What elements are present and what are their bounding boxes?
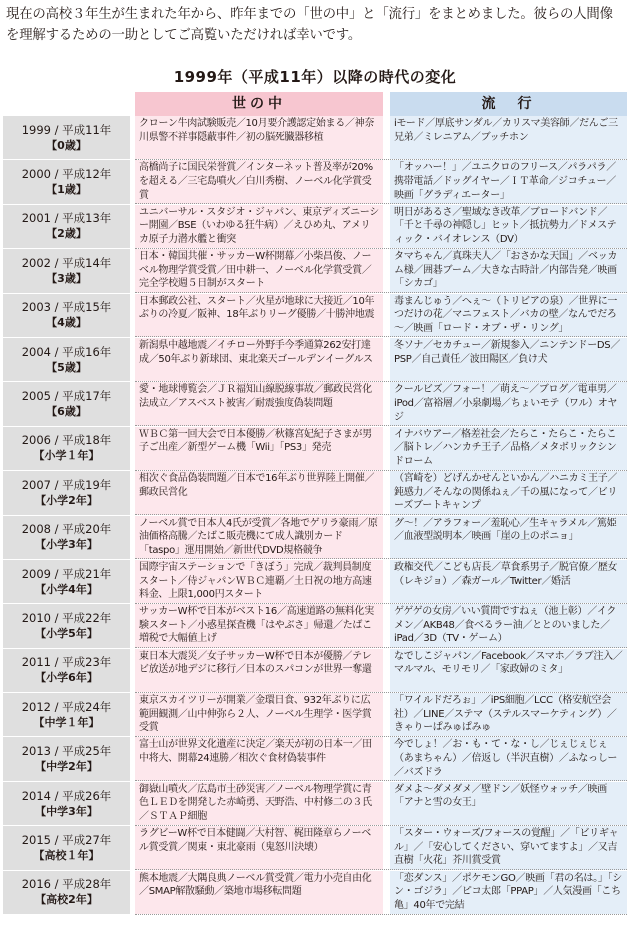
- world-events-cell: 相次ぐ食品偽装問題／日本で16年ぶり世界陸上開催／郵政民営化: [135, 471, 383, 514]
- table-row: [3, 560, 627, 604]
- trends-cell: 毒まんじゅう／へぇ～（トリビアの泉）／世界に一つだけの花／マニフェスト／バカの壁／なんでだろ～／映画「ロード・オブ・ザ・リング」: [390, 294, 627, 337]
- table-row: [3, 427, 627, 471]
- year-cell: [3, 604, 130, 647]
- age-label: 【2歳】: [46, 227, 87, 241]
- age-label: 【0歳】: [46, 138, 87, 152]
- year-label: 2014 / 平成26年: [21, 788, 112, 803]
- trends-cell: 「スター・ウォーズ/フォースの覚醒」／「ビリギャル」／「安心してください、穿いてますよ」／又吉直樹「火花」芥川賞受賞: [390, 826, 627, 869]
- year-label: 2005 / 平成17年: [21, 389, 112, 404]
- trends-cell: 政権交代／こども店長／草食系男子／脱官僚／歴女（レキジョ）／森ガール／Twitter／婚活: [390, 560, 627, 603]
- trends-cell: ゲゲゲの女房／いい質問ですねぇ（池上彰）／イクメン／AKB48／食べるラー油／ととのいました／iPad／3D（TV・ゲーム）: [390, 604, 627, 647]
- year-cell: [3, 471, 130, 514]
- trends-cell: イナバウアー／格差社会／たらこ・たらこ・たらこ／脳トレ／ハンカチ王子／品格／メタボリックシンドローム: [390, 427, 627, 470]
- age-label: 【1歳】: [46, 183, 87, 197]
- table-row: [3, 604, 627, 648]
- trends-cell: 今でしょ！／お・も・て・な・し／じぇじぇじぇ（あまちゃん）／倍返し（半沢直樹）／ふなっしー／バズドラ: [390, 737, 627, 780]
- age-label: 【6歳】: [46, 405, 87, 419]
- year-label: 2003 / 平成15年: [21, 300, 112, 315]
- world-events-cell: ラグビーW杯で日本健闘／大村智、梶田隆章らノーベル賞受賞／関東・東北豪雨（鬼怒川決壊）: [135, 826, 383, 869]
- age-label: 【4歳】: [46, 316, 87, 330]
- year-cell: [3, 826, 130, 869]
- world-events-cell: 国際宇宙ステーションで「きぼう」完成／裁判員制度スタート／侍ジャパンＷＢＣ連覇／土日祝の地方高速料金、上限1,000円スタート: [135, 560, 383, 603]
- table-row: [3, 382, 627, 426]
- age-label: 【高校１年】: [33, 848, 100, 862]
- year-label: 2016 / 平成28年: [21, 877, 112, 892]
- age-label: 【小学5年】: [35, 626, 98, 640]
- age-label: 【中学3年】: [35, 804, 98, 818]
- year-label: 2006 / 平成18年: [21, 433, 112, 448]
- world-events-cell: 高橋尚子に国民栄誉賞／インターネット普及率が20%を超える／三宅島噴火／白川秀樹、ノーベル化学賞受賞: [135, 160, 383, 203]
- world-events-cell: ＷＢＣ第一回大会で日本優勝／秋篠宮妃紀子さまが男子ご出産／新型ゲーム機「Wii」「PS3」発売: [135, 427, 383, 470]
- trends-cell: （宮崎を）どげんかせんといかん／ハニカミ王子／鈍感力／そんなの関係ねぇ／千の風になって／ビリーズブートキャンプ: [390, 471, 627, 514]
- year-label: 1999 / 平成11年: [21, 122, 112, 137]
- world-events-cell: 愛・地球博覧会／ＪＲ福知山線脱線事故／郵政民営化法成立／アスベスト被害／耐震強度偽装問題: [135, 382, 383, 425]
- intro-text: 現在の高校３年生が生まれた年から、昨年までの「世の中」と「流行」をまとめました。彼らの人間像を理解するための一助としてご高覧いただければ幸いです。: [6, 7, 613, 43]
- trends-cell: 「ワイルドだろぉ」／iPS細胞／LCC（格安航空会社）／LINE／ステマ（ステルスマーケティング）／きゃりーぱみゅぱみゅ: [390, 693, 627, 736]
- table-row: [3, 871, 627, 915]
- year-label: 2001 / 平成13年: [21, 211, 112, 226]
- year-label: 2013 / 平成25年: [21, 744, 112, 759]
- world-events-cell: ノーベル賞で日本人4氏が受賞／各地でゲリラ豪雨／原油価格高騰／たばこ販売機にて成人識別カード「taspo」運用開始／新世代DVD規格競争: [135, 516, 383, 559]
- world-events-cell: 御嶽山噴火／広島市土砂災害／ノーベル物理学賞に青色ＬＥＤを開発した赤崎勇、天野浩、中村修二の３氏／ＳＴＡＰ細胞: [135, 782, 383, 825]
- trends-cell: ダメよ～ダメダメ／壁ドン／妖怪ウォッチ／映画「アナと雪の女王」: [390, 782, 627, 825]
- trends-cell: クールビズ／フォー！／萌え～／ブログ／電車男／iPod／富裕層／小泉劇場／ちょいモテ（ワル）オヤジ: [390, 382, 627, 425]
- table-body: [3, 116, 627, 915]
- age-label: 【中学１年】: [33, 715, 100, 729]
- year-label: 2002 / 平成14年: [21, 255, 112, 270]
- world-events-cell: 新潟県中越地震／イチロー外野手今季通算262安打達成／50年ぶり新球団、東北楽天ゴールデンイーグルス: [135, 338, 383, 381]
- column-header-trend: 流 行: [390, 92, 627, 116]
- trends-cell: タマちゃん／真珠夫人／「おさかな天国」／ベッカム様／囲碁ブーム／大きな古時計／内部告発／映画「シカゴ」: [390, 249, 627, 292]
- year-cell: [3, 516, 130, 559]
- year-cell: [3, 338, 130, 381]
- table-row: [3, 249, 627, 293]
- trends-cell: 冬ソナ／セカチュー／新規参入／ニンテンドーDS／PSP／自己責任／波田陽区／負け犬: [390, 338, 627, 381]
- trends-cell: グ～！／アラフォー／羞恥心／生キャラメル／篤姫／血液型説明本／映画「崖の上のポニョ」: [390, 516, 627, 559]
- world-events-cell: サッカーW杯で日本がベスト16／高速道路の無料化実験スタート／小惑星探査機「はやぶさ」帰還／たばこ増税で大幅値上げ: [135, 604, 383, 647]
- year-cell: [3, 205, 130, 248]
- table-row: [3, 116, 627, 160]
- trends-cell: なでしこジャパン／Facebook／スマホ／ラブ注入／マルマル、モリモリ／「家政婦のミタ」: [390, 649, 627, 692]
- trends-cell: 「オッハー！」／ユニクロのフリース／パラパラ／携帯電話／ドッグイヤー／ＩＴ革命／ジコチュー／映画「グラディエーター」: [390, 160, 627, 203]
- world-events-cell: 東日本大震災／女子サッカーW杯で日本が優勝／テレビ放送が地デジに移行／日本のスパコンが世界一奪還: [135, 649, 383, 692]
- section-title: 1999年（平成11年）以降の時代の変化: [173, 68, 457, 86]
- year-label: 2004 / 平成16年: [21, 344, 112, 359]
- table-row: [3, 693, 627, 737]
- world-events-cell: クローン牛肉試験販売／10月要介護認定始まる／神奈川県警不祥事隠蔽事件／初の脳死臓器移植: [135, 116, 383, 159]
- age-label: 【小学3年】: [35, 538, 98, 552]
- table-row: [3, 205, 627, 249]
- table-row: [3, 338, 627, 382]
- year-cell: [3, 116, 130, 159]
- year-cell: [3, 294, 130, 337]
- age-label: 【中学2年】: [35, 760, 98, 774]
- year-label: 2010 / 平成22年: [21, 610, 112, 625]
- age-label: 【小学4年】: [35, 582, 98, 596]
- year-cell: [3, 737, 130, 780]
- year-label: 2009 / 平成21年: [21, 566, 112, 581]
- table-row: [3, 826, 627, 870]
- trends-cell: iモード／厚底サンダル／カリスマ美容師／だんご三兄弟／ミレニアム／ブッチホン: [390, 116, 627, 159]
- year-cell: [3, 649, 130, 692]
- table-row: [3, 471, 627, 515]
- table-header: [3, 92, 627, 116]
- world-events-cell: 東京スカイツリーが開業／金環日食、932年ぶりに広範囲観測／山中伸弥ら２人、ノーベル生理学・医学賞受賞: [135, 693, 383, 736]
- age-label: 【3歳】: [46, 271, 87, 285]
- world-events-cell: ユニバーサル・スタジオ・ジャパン、東京ディズニーシー開園／BSE（いわゆる狂牛病）／えひめ丸、アメリカ原子力潜水艦と衝突: [135, 205, 383, 248]
- world-events-cell: 熊本地震／大隅良典ノーベル賞受賞／電力小売自由化／SMAP解散騒動／築地市場移転問題: [135, 871, 383, 914]
- timeline-table: [3, 92, 627, 915]
- trends-cell: 「恋ダンス」／ポケモンGO／映画「君の名は。」「シン・ゴジラ」／ピコ太郎「PPAP」／人気漫画「こち亀」40年で完結: [390, 871, 627, 914]
- year-cell: [3, 160, 130, 203]
- column-header-world: 世の中: [135, 92, 383, 116]
- year-label: 2007 / 平成19年: [21, 477, 112, 492]
- year-cell: [3, 782, 130, 825]
- year-label: 2011 / 平成23年: [21, 655, 112, 670]
- world-events-cell: 日本郵政公社、スタート／火星が地球に大接近／10年ぶりの冷夏／阪神、18年ぶりリーグ優勝／十勝沖地震: [135, 294, 383, 337]
- world-events-cell: 富士山が世界文化遺産に決定／楽天が初の日本一／田中将大、開幕24連勝／相次ぐ食材偽装事件: [135, 737, 383, 780]
- trends-cell: 明日があるさ／聖域なき改革／ブロードバンド／「千と千尋の神隠し」ヒット／抵抗勢力／ドメスティック・バイオレンス（DV）: [390, 205, 627, 248]
- table-row: [3, 649, 627, 693]
- year-label: 2000 / 平成12年: [21, 167, 112, 182]
- age-label: 【5歳】: [46, 360, 87, 374]
- year-cell: [3, 427, 130, 470]
- age-label: 【高校2年】: [35, 893, 98, 907]
- table-row: [3, 516, 627, 560]
- table-row: [3, 160, 627, 204]
- age-label: 【小学2年】: [35, 493, 98, 507]
- age-label: 【小学6年】: [35, 671, 98, 685]
- age-label: 【小学１年】: [33, 449, 100, 463]
- year-cell: [3, 871, 130, 914]
- table-row: [3, 782, 627, 826]
- year-cell: [3, 249, 130, 292]
- year-cell: [3, 382, 130, 425]
- year-cell: [3, 560, 130, 603]
- year-label: 2012 / 平成24年: [21, 699, 112, 714]
- year-cell: [3, 693, 130, 736]
- year-label: 2008 / 平成20年: [21, 522, 112, 537]
- table-row: [3, 294, 627, 338]
- table-row: [3, 737, 627, 781]
- year-label: 2015 / 平成27年: [21, 832, 112, 847]
- world-events-cell: 日本・韓国共催・サッカーW杯開幕／小柴昌俊、ノーベル物理学賞受賞／田中耕一、ノーベル化学賞受賞／完全学校週５日制がスタート: [135, 249, 383, 292]
